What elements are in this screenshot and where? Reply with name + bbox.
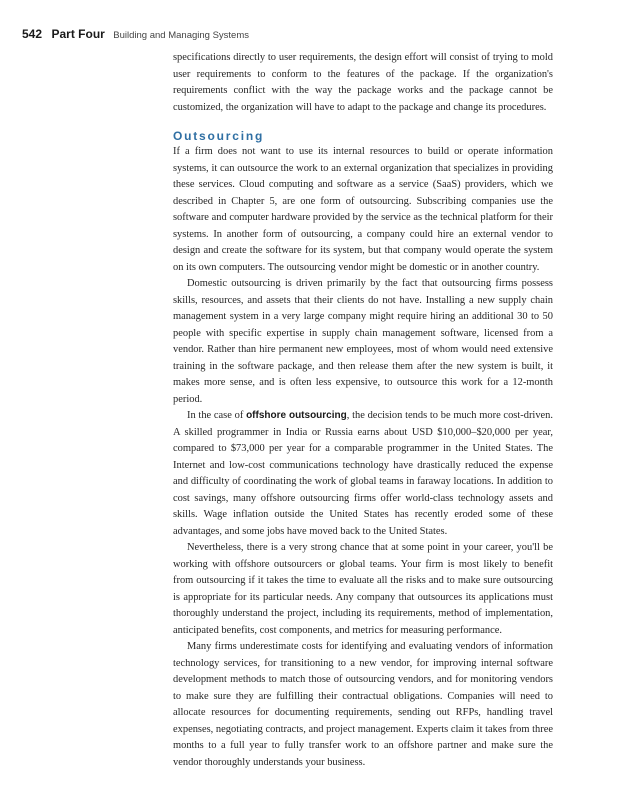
key-term-offshore-outsourcing: offshore outsourcing	[246, 410, 347, 421]
section-heading-outsourcing: Outsourcing	[173, 129, 265, 143]
paragraph-text: In the case of	[187, 410, 247, 421]
paragraph-continuation: specifications directly to user requirements, the design effort will consist of trying to mold user requirements to conform to the features of the package. If the organization's requirements conflict with the way the package works and the package cannot be customized, the organization will have to adapt to the package and change its procedures.	[173, 52, 553, 113]
running-head	[22, 25, 249, 43]
part-label: Part Four	[51, 27, 105, 41]
text-column	[173, 50, 553, 771]
paragraph-offshore-outsourcing	[173, 408, 553, 540]
page-number: 542	[22, 27, 43, 41]
paragraph-outsourcing-intro: If a firm does not want to use its internal resources to build or operate information systems, it can outsource the work to an external organization that specializes in providing these services. Cloud computing and software as a service (SaaS) providers, which we described in Chapter 5, are one form of outsourcing. Subscribing companies use the software and computer hardware provided by the service as the technical platform for their systems. In another form of outsourcing, a company could hire an external vendor to design and create the software for its system, but that company would operate the system on its own computers. The outsourcing vendor might be domestic or in another country.	[173, 146, 553, 273]
paragraph-text: , the decision tends to be much more cost-driven. A skilled programmer in India or Russia earns about USD $10,000–$20,000 per year, compared to $73,000 per year for a comparable programmer in the United States. The Internet and low-cost communications technology have drastically reduced the expense and difficulty of coordinating the work of global teams in faraway locations. In addition to cost savings, many offshore outsourcing firms offer world-class technology assets and skills. Wage inflation outside the United States has recently eroded some of these advantages, and some jobs have moved back to the United States.	[173, 410, 553, 537]
part-title: Building and Managing Systems	[113, 30, 249, 41]
paragraph-hidden-costs: Many firms underestimate costs for identifying and evaluating vendors of information technology services, for transitioning to a new vendor, for improving internal software development methods to match those of outsourcing vendors, and for monitoring vendors to make sure they are fulfilling their contractual obligations. Companies will need to allocate resources for documenting requirements, sending out RFPs, handling travel expenses, negotiating contracts, and project management. Experts claim it takes from three months to a full year to fully transfer work to an offshore partner and make sure the vendor thoroughly understands your business.	[173, 641, 553, 768]
paragraph-global-teams: Nevertheless, there is a very strong chance that at some point in your career, you'll be working with offshore outsourcers or global teams. Your firm is most likely to benefit from outsourcing if it takes the time to evaluate all the risks and to make sure outsourcing is appropriate for its particular needs. Any company that outsources its applications must thoroughly understand the project, including its requirements, method of implementation, anticipated benefits, cost components, and metrics for measuring performance.	[173, 542, 553, 636]
paragraph-domestic-outsourcing: Domestic outsourcing is driven primarily by the fact that outsourcing firms possess skills, resources, and assets that their clients do not have. Installing a new supply chain management system in a very large company might require hiring an additional 30 to 50 people with specific expertise in supply chain management software, licensed from a vendor. Rather than hire permanent new employees, most of whom would need extensive training in the software package, and then release them after the new system is built, it makes more sense, and is often less expensive, to outsource this work for a 12-month period.	[173, 278, 553, 405]
